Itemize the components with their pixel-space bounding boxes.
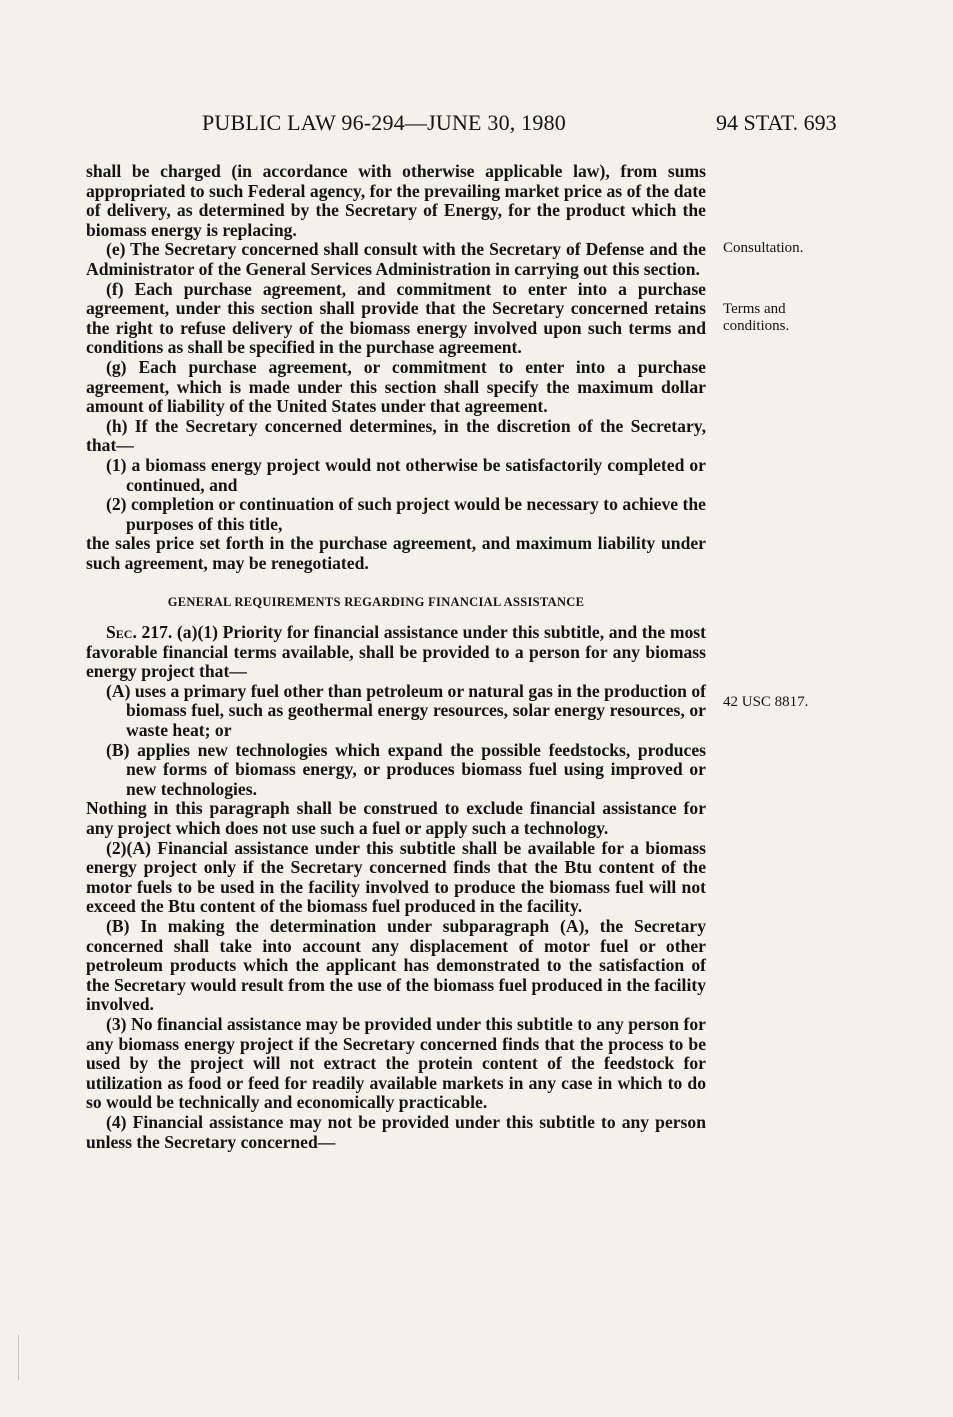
section-217-a1 [86,623,706,682]
paragraph-2B: (B) In making the determination under subparagraph (A), the Secretary concerned shall take into account any displacement of motor fuel or other petroleum products which the applicant has demonstrated to the satisfaction of the Secretary would result from the use of the biomass fuel produced in the facility involved. [86,915,706,1015]
paragraph-a1-A: (A) uses a primary fuel other than petroleum or natural gas in the production of biomass fuel, such as geothermal energy resources, solar energy resources, or waste heat; or [106,680,706,741]
paragraph-2A: (2)(A) Financial assistance under this subtitle shall be available for a biomass energy project only if the Secretary concerned finds that the Btu content of the motor fuels to be used in the facility involved to produce the biomass fuel will not exceed the Btu content of the biomass fuel produced in the facility. [86,837,706,917]
paragraph-h: (h) If the Secretary concerned determines, in the discretion of the Secretary, that— [86,415,706,456]
section-heading: GENERAL REQUIREMENTS REGARDING FINANCIAL ASSISTANCE [167,595,585,610]
paragraph-f: (f) Each purchase agreement, and commitment to enter into a purchase agreement, under this section shall provide that the Secretary concerned retains the right to refuse delivery of the biomass energy involved upon such terms and conditions as shall be specified in the purchase agreement. [86,278,706,358]
paragraph-h-1: (1) a biomass energy project would not otherwise be satisfactorily completed or continued, and [106,454,706,495]
paragraph-g: (g) Each purchase agreement, or commitment to enter into a purchase agreement, which is made under this section shall specify the maximum dollar amount of liability of the United States under that agreement. [86,356,706,417]
paragraph-h-2: (2) completion or continuation of such project would be necessary to achieve the purposes of this title, [106,494,706,534]
paragraph-4: (4) Financial assistance may not be provided under this subtitle to any person unless the Secretary concerned— [86,1111,706,1152]
margin-note-consultation: Consultation. [723,240,804,256]
page-header-title: PUBLIC LAW 96-294—JUNE 30, 1980 [202,110,566,135]
margin-note-usc-citation: 42 USC 8817. [723,694,809,710]
paragraph-e: (e) The Secretary concerned shall consult with the Secretary of Defense and the Administrator of the General Services Administration in carrying out this section. [86,239,706,279]
paragraph-h-conclusion: the sales price set forth in the purchase agreement, and maximum liability under such agreement, may be renegotiated. [86,533,706,573]
scan-margin-mark [18,1335,19,1380]
margin-note-terms-line1: Terms and [723,301,786,317]
paragraph-nothing-clause: Nothing in this paragraph shall be construed to exclude financial assistance for any project which does not use such a fuel or apply such a technology. [86,798,706,838]
statute-body [86,162,706,1152]
margin-note-terms-line2: conditions. [723,318,790,334]
paragraph-a1-B: (B) applies new technologies which expand the possible feedstocks, produces new forms of biomass energy, or produces biomass fuel using improved or new technologies. [106,739,706,799]
paragraph-3: (3) No financial assistance may be provided under this subtitle to any person for any biomass energy project if the Secretary concerned finds that the process to be used by the project will not extract the protein content of the feedstock for utilization as food or feed for readily available markets in any case in which to do so would be technically and economically practicable. [86,1013,706,1113]
page-header-stat: 94 STAT. 693 [716,110,837,135]
paragraph-continuation: shall be charged (in accordance with otherwise applicable law), from sums appropriated to such Federal agency, for the prevailing market price as of the date of delivery, as determined by the Secretary of Energy, for the product which the biomass energy is replacing. [86,161,706,240]
section-label: Sec. [106,622,137,643]
section-217-text: 217. (a)(1) Priority for financial assistance under this subtitle, and the most favorable financial terms available, shall be provided to a person for any biomass energy project that— [86,622,706,682]
